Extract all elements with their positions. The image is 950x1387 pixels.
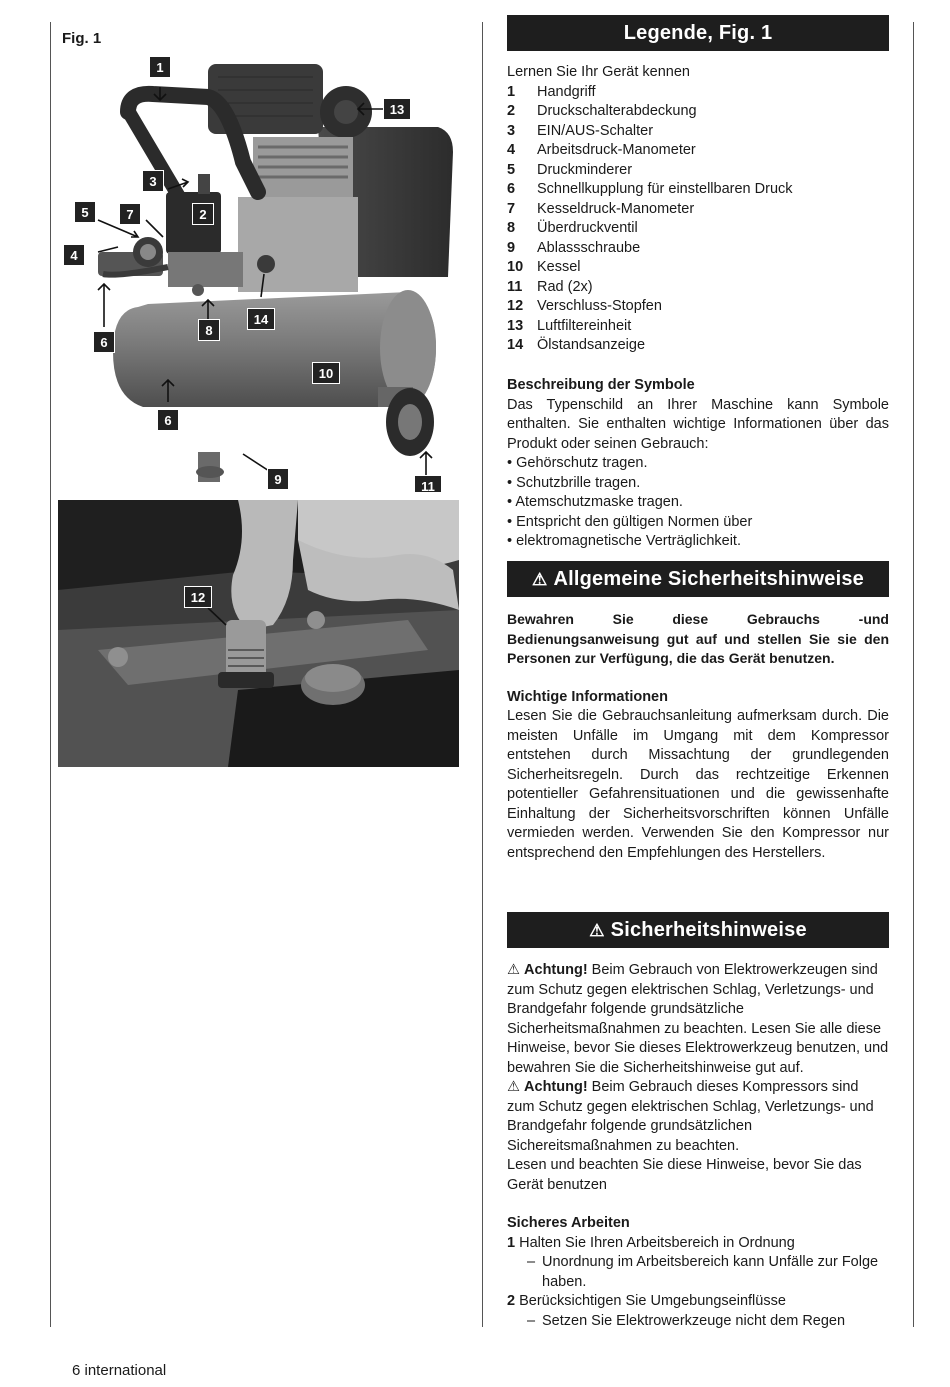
callout-11: 11 bbox=[414, 475, 442, 492]
legend-intro: Lernen Sie Ihr Gerät kennen bbox=[507, 64, 690, 80]
symbols-heading: Beschreibung der Symbole bbox=[507, 377, 695, 393]
warning-icon: ⚠ bbox=[589, 921, 605, 940]
legend-item bbox=[507, 317, 889, 337]
legend-item bbox=[507, 122, 889, 142]
symbols-text: Das Typenschild an Ihrer Maschine kann Symbole enthalten. Sie enthalten wichtige Informationen über das Produkt oder seinen Gebrauch: bbox=[507, 396, 889, 452]
legend-item bbox=[507, 200, 889, 220]
legend-item bbox=[507, 161, 889, 181]
legend-item bbox=[507, 141, 889, 161]
warning-icon: ⚠ bbox=[531, 570, 548, 589]
symbols-bullet: • Gehörschutz tragen. bbox=[507, 454, 889, 474]
legend-section bbox=[507, 63, 889, 356]
legend-item-label: Luftfiltereinheit bbox=[537, 317, 632, 334]
figure-label: Fig. 1 bbox=[62, 30, 102, 47]
legend-item-label: Handgriff bbox=[537, 83, 596, 100]
general-safety-title: Allgemeine Sicherheitshinweise bbox=[553, 568, 864, 590]
safety-section bbox=[507, 961, 889, 1331]
callout-12: 12 bbox=[184, 586, 212, 608]
attention-text-1: Beim Gebrauch von Elektrowerkzeugen sind zum Schutz gegen elektrischen Schlag, Verletzungs- und Brandgefahr folgende grundsätzliche Sicherheitsmaßnahmen zu beachten. Lesen Sie alle diese Hinweise, bevor Sie dieses Elektrowerkzeug benutzen, und bewahren Sie die Sicherheitshinweise gut auf. bbox=[507, 962, 889, 1076]
legend-item-num: 8 bbox=[507, 220, 516, 236]
callout-14: 14 bbox=[247, 308, 275, 330]
legend-item-num: 1 bbox=[507, 83, 516, 100]
legend-item-num: 4 bbox=[507, 142, 516, 158]
general-safety-band bbox=[507, 561, 889, 597]
legend-item bbox=[507, 102, 889, 122]
general-safety-section bbox=[507, 610, 889, 863]
attention-label: Achtung! bbox=[524, 1079, 588, 1095]
callout-6b: 6 bbox=[157, 409, 179, 431]
callout-1: 1 bbox=[149, 56, 171, 78]
legend-item-num: 9 bbox=[507, 239, 516, 256]
callout-3: 3 bbox=[142, 170, 164, 192]
symbols-bullet: • Atemschutzmaske tragen. bbox=[507, 493, 889, 513]
callout-2: 2 bbox=[192, 203, 214, 225]
legend-item bbox=[507, 278, 889, 298]
legend-item-label: Verschluss-Stopfen bbox=[537, 298, 662, 314]
attention-paragraph-2 bbox=[507, 1078, 889, 1156]
legend-item-label: Ölstandsanzeige bbox=[537, 337, 646, 353]
work-subitem-text: Unordnung im Arbeitsbereich kann Unfälle zur Folge haben. bbox=[542, 1254, 879, 1290]
legend-title-band bbox=[507, 15, 889, 51]
compressor-photo bbox=[58, 52, 459, 492]
callout-5: 5 bbox=[74, 201, 96, 223]
oil-plug-photo bbox=[58, 500, 459, 767]
legend-item-num: 2 bbox=[507, 103, 516, 119]
symbols-bullets bbox=[507, 454, 889, 552]
legend-item-label: Kesseldruck-Manometer bbox=[537, 200, 695, 217]
work-heading: Sicheres Arbeiten bbox=[507, 1215, 630, 1231]
work-item-num: 1 bbox=[507, 1234, 516, 1251]
legend-item-label: Rad (2x) bbox=[537, 278, 593, 295]
left-margin-line bbox=[50, 22, 51, 1327]
attention-label: Achtung! bbox=[524, 962, 588, 978]
symbols-bullet: • Entspricht den gültigen Normen über bbox=[507, 513, 889, 533]
safety-band bbox=[507, 912, 889, 948]
callout-4: 4 bbox=[63, 244, 85, 266]
legend-item-label: Arbeitsdruck-Manometer bbox=[537, 142, 696, 158]
info-heading: Wichtige Informationen bbox=[507, 688, 668, 705]
right-margin-line bbox=[913, 22, 914, 1327]
attention-paragraph-1 bbox=[507, 961, 889, 1078]
legend-item-num: 14 bbox=[507, 337, 524, 353]
legend-item bbox=[507, 219, 889, 239]
warning-icon: ⚠ bbox=[507, 962, 520, 978]
symbols-bullet: • elektromagnetische Verträglichkeit. bbox=[507, 532, 889, 552]
callout-10: 10 bbox=[312, 362, 340, 384]
legend-item-num: 10 bbox=[507, 259, 524, 275]
dash: – bbox=[527, 1312, 536, 1329]
oil-plug-illustration bbox=[58, 500, 459, 767]
work-subitem bbox=[507, 1312, 889, 1332]
legend-item bbox=[507, 258, 889, 278]
legend-item bbox=[507, 239, 889, 259]
callout-6: 6 bbox=[93, 331, 115, 353]
legend-item-num: 6 bbox=[507, 181, 516, 197]
legend-item bbox=[507, 297, 889, 317]
legend-item bbox=[507, 83, 889, 103]
attention-text-2: Beim Gebrauch dieses Kompressors sind zum Schutz gegen elektrischen Schlag, Verletzungs- und Brandgefahr folgende grundsätzlichen Sichereitsmaßnahmen zu beachten. bbox=[507, 1079, 874, 1154]
center-divider-line bbox=[482, 22, 483, 1327]
page-footer: 6 international bbox=[72, 1362, 167, 1379]
legend-item-label: EIN/AUS-Schalter bbox=[537, 122, 654, 139]
legend-item-label: Überdruckventil bbox=[537, 220, 638, 236]
info-text: Lesen Sie die Gebrauchsanleitung aufmerksam durch. Die meisten Unfälle im Umgang mit dem Kompressor entstehen durch Missachtung der grundlegenden Sicherheitsregeln. Durch das rechtzeitige Erkennen potentieller Gefahrensituationen und die gewissenhafte Einhaltung der Sicherheitsvorschriften können Unfälle vermieden werden. Verwenden Sie den Kompressor nur entsprechend den Empfehlungen des Herstellers. bbox=[507, 708, 889, 861]
legend-item-num: 12 bbox=[507, 298, 524, 314]
legend-item-label: Kessel bbox=[537, 259, 581, 275]
legend-item-num: 3 bbox=[507, 122, 516, 139]
work-subitem bbox=[507, 1253, 889, 1292]
symbols-bullet: • Schutzbrille tragen. bbox=[507, 474, 889, 494]
read-note: Lesen und beachten Sie diese Hinweise, bevor Sie das Gerät benutzen bbox=[507, 1157, 862, 1193]
callout-7: 7 bbox=[119, 203, 141, 225]
legend-item bbox=[507, 180, 889, 200]
callout-8: 8 bbox=[198, 319, 220, 341]
warning-icon: ⚠ bbox=[507, 1079, 520, 1095]
legend-item-num: 11 bbox=[507, 278, 523, 295]
legend-item-num: 5 bbox=[507, 161, 516, 178]
general-safety-bold-text: Bewahren Sie diese Gebrauchs -und Bedienungsanweisung gut auf und stellen Sie sie den Personen zur Verfügung, die das Gerät benutzen. bbox=[507, 611, 889, 666]
work-item-text: Berücksichtigen Sie Umgebungseinflüsse bbox=[519, 1293, 786, 1309]
dash: – bbox=[527, 1254, 536, 1270]
work-subitem-text: Setzen Sie Elektrowerkzeuge nicht dem Regen bbox=[542, 1312, 846, 1329]
work-item bbox=[507, 1234, 889, 1254]
symbols-section bbox=[507, 376, 889, 552]
legend-item-label: Schnellkupplung für einstellbaren Druck bbox=[537, 181, 793, 197]
work-item-num: 2 bbox=[507, 1293, 516, 1309]
callout-13: 13 bbox=[383, 98, 411, 120]
legend-title: Legende, Fig. 1 bbox=[623, 22, 773, 44]
legend-item-num: 13 bbox=[507, 317, 524, 334]
work-item-text: Halten Sie Ihren Arbeitsbereich in Ordnung bbox=[519, 1234, 795, 1251]
callout-9: 9 bbox=[267, 468, 289, 490]
legend-item-label: Druckminderer bbox=[537, 161, 633, 178]
legend-item-label: Druckschalterabdeckung bbox=[537, 103, 697, 119]
legend-list bbox=[507, 83, 889, 356]
legend-item-num: 7 bbox=[507, 200, 516, 217]
safety-title: Sicherheitshinweise bbox=[610, 919, 807, 941]
legend-item bbox=[507, 336, 889, 356]
legend-item-label: Ablassschraube bbox=[537, 239, 641, 256]
work-item bbox=[507, 1292, 889, 1312]
